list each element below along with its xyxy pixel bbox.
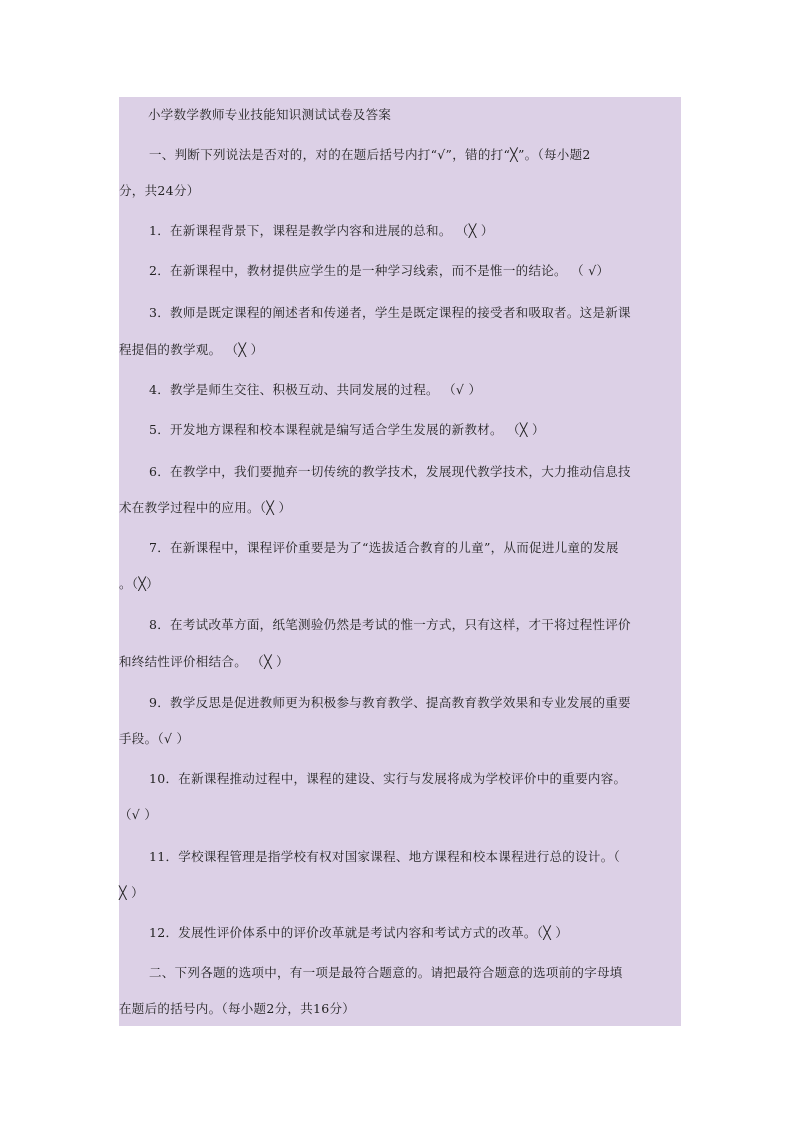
question-line-continued: 和终结性评价相结合。 （╳ ） [119, 654, 289, 669]
question-line-continued: 手段。（√ ） [119, 731, 190, 746]
section-heading-continued: 分，共24分） [119, 183, 200, 198]
question-line-continued: ╳ ） [119, 885, 144, 900]
question-line: 8．在考试改革方面，纸笔测验仍然是考试的惟一方式，只有这样，才干将过程性评价 [149, 617, 631, 632]
question-line: 3．教师是既定课程的阐述者和传递者，学生是既定课程的接受者和吸取者。这是新课 [149, 305, 631, 320]
document-title: 小学数学教师专业技能知识测试试卷及答案 [148, 107, 392, 122]
question-line: 6．在教学中，我们要抛弃一切传统的教学技术，发展现代教学技术，大力推动信息技 [149, 464, 631, 479]
question-line: 12．发展性评价体系中的评价改革就是考试内容和考试方式的改革。（╳ ） [149, 925, 569, 940]
question-line: 7．在新课程中，课程评价重要是为了“选拔适合教育的儿童”，从而促进儿童的发展 [149, 540, 619, 555]
question-line: 1．在新课程背景下，课程是教学内容和进展的总和。 （╳ ） [149, 223, 494, 238]
question-line: 2．在新课程中，教材提供应学生的是一种学习线索，而不是惟一的结论。 （ √） [149, 263, 610, 278]
question-line: 10．在新课程推动过程中，课程的建设、实行与发展将成为学校评价中的重要内容。 [149, 771, 627, 786]
question-line: 9．教学反思是促进教师更为积极参与教育教学、提高教育教学效果和专业发展的重要 [149, 695, 631, 710]
question-line: 5．开发地方课程和校本课程就是编写适合学生发展的新教材。 （╳ ） [149, 422, 545, 437]
document-page [119, 97, 681, 1026]
question-line: 4．教学是师生交往、积极互动、共同发展的过程。 （√ ） [149, 382, 482, 397]
question-line: 11．学校课程管理是指学校有权对国家课程、地方课程和校本课程进行总的设计。（ [149, 849, 621, 864]
section-heading-continued: 在题后的括号内。（每小题2分，共16分） [119, 1001, 356, 1016]
question-line-continued: 程提倡的教学观。 （╳ ） [119, 342, 264, 357]
section-heading: 二、下列各题的选项中，有一项是最符合题意的。请把最符合题意的选项前的字母填 [149, 965, 623, 980]
question-line-continued: 。（╳） [119, 576, 159, 591]
question-line-continued: （√ ） [119, 807, 158, 822]
question-line-continued: 术在教学过程中的应用。（╳ ） [119, 500, 292, 515]
section-heading: 一、判断下列说法是否对的，对的在题后括号内打“√”，错的打“╳”。（每小题2 [149, 147, 591, 162]
